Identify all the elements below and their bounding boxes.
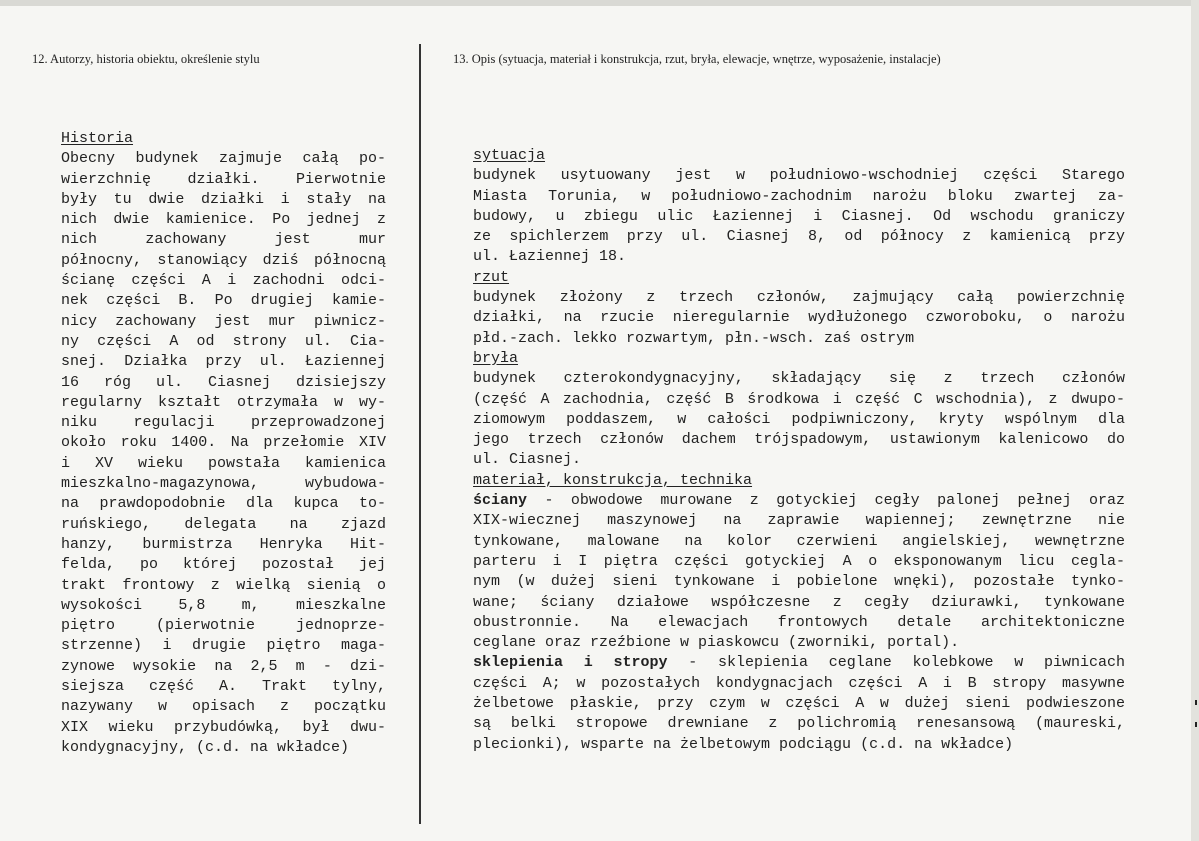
- sytuacja-line: budowy, u zbiegu ulic Łaziennej i Ciasnej. Od wschodu graniczy: [473, 207, 1125, 225]
- bryla-line: jego trzech członów dachem trójspadowym, ustawionym kalenicowo do: [473, 431, 1125, 449]
- column-divider: [419, 44, 421, 824]
- historia-line: regularny kształt otrzymała w wy-: [61, 393, 386, 411]
- bryla-line: ul. Ciasnej.: [473, 451, 582, 469]
- historia-line: ścianę części A i zachodni odci-: [61, 272, 386, 290]
- rzut-line: działki, na rzucie nieregularnie wydłużonego czworoboku, o narożu: [473, 309, 1125, 327]
- historia-line: trakt frontowy z wielką sienią o: [61, 576, 386, 594]
- opis-section: [473, 146, 1125, 755]
- historia-line: nich zachowany jest mur: [61, 231, 386, 249]
- historia-line: nek części B. Po drugiej kamie-: [61, 292, 386, 310]
- rzut-title: rzut: [473, 268, 510, 286]
- sciany-first-text: - obwodowe murowane z gotyckiej cegły palonej pełnej oraz: [527, 492, 1125, 510]
- historia-line: na prawdopodobnie dla kupca to-: [61, 495, 386, 513]
- sklepienia-line: żelbetowe płaskie, przy czym w części A w dużej sieni podwieszone: [473, 695, 1125, 713]
- sciany-first-line: [473, 491, 1125, 511]
- sciany-line: nym (w dużej sieni tynkowane i pobielone wnęki), pozostałe tynko-: [473, 573, 1125, 591]
- bryla-line: ziomowym poddaszem, w całości podpiwniczony, kryty wspólnym dla: [473, 410, 1125, 428]
- sciany-line: ceglane oraz rzeźbione w piaskowcu (zworniki, portal).: [473, 634, 960, 652]
- scan-speck: [1195, 700, 1197, 705]
- sciany-line: obustronnie. Na elewacjach frontowych detale architektoniczne: [473, 613, 1125, 631]
- material-title: materiał, konstrukcja, technika: [473, 471, 753, 489]
- historia-line: ruńskiego, delegata na zjazd: [61, 515, 386, 533]
- historia-line: wysokości 5,8 m, mieszkalne: [61, 596, 386, 614]
- sciany-line: XIX-wiecznej maszynowej na zaprawie wapiennej; zewnętrzne nie: [473, 512, 1125, 530]
- sytuacja-line: ze spichlerzem przy ul. Ciasnej 8, od północy z kamienicą przy: [473, 228, 1125, 246]
- historia-line: Obecny budynek zajmuje całą po-: [61, 150, 386, 168]
- historia-line: około roku 1400. Na przełomie XIV: [61, 434, 386, 452]
- historia-line: były tu dwie działki i stały na: [61, 190, 386, 208]
- sklepienia-line: części A; w pozostałych kondygnacjach części A i B stropy masywne: [473, 674, 1125, 692]
- historia-line: XIX wieku przybudówką, był dwu-: [61, 718, 386, 736]
- historia-line: północny, stanowiący dziś północną: [61, 251, 386, 269]
- sklepienia-label: sklepienia i stropy: [473, 654, 668, 672]
- sciany-line: parteru i I piętra części gotyckiej A o eksponowanym licu cegla-: [473, 552, 1125, 570]
- historia-line: hanzy, burmistrza Henryka Hit-: [61, 535, 386, 553]
- bryla-line: budynek czterokondygnacyjny, składający się z trzech członów: [473, 370, 1125, 388]
- rzut-line: płd.-zach. lekko rozwartym, płn.-wsch. zaś ostrym: [473, 329, 915, 347]
- left-column-header: 12. Autorzy, historia obiektu, określenie stylu: [32, 52, 260, 66]
- historia-line: wierzchnię działki. Pierwotnie: [61, 170, 386, 188]
- historia-section: [61, 129, 386, 758]
- bryla-title: bryła: [473, 349, 519, 367]
- historia-line: nazywany w opisach z początku: [61, 698, 386, 716]
- sciany-line: tynkowane, malowane na kolor czerwieni angielskiej, wewnętrzne: [473, 532, 1125, 550]
- scan-speck: [1195, 722, 1197, 727]
- historia-line: i XV wieku powstała kamienica: [61, 454, 386, 472]
- scan-edge-top: [0, 0, 1199, 6]
- historia-line: felda, po której pozostał jej: [61, 556, 386, 574]
- sytuacja-line: budynek usytuowany jest w południowo-wschodniej części Starego: [473, 167, 1125, 185]
- bryla-line: (część A zachodnia, część B środkowa i część C wschodnia), z dwupo-: [473, 390, 1125, 408]
- historia-line: strzenne) i drugie piętro maga-: [61, 637, 386, 655]
- historia-line: nich dwie kamienice. Po jednej z: [61, 211, 386, 229]
- right-column-header: 13. Opis (sytuacja, materiał i konstrukcja, rzut, bryła, elewacje, wnętrze, wyposażenie, instalacje): [453, 52, 941, 66]
- sklepienia-first-line: [473, 653, 1125, 673]
- historia-line: mieszkalno-magazynowa, wybudowa-: [61, 475, 386, 493]
- sytuacja-line: ul. Łaziennej 18.: [473, 248, 627, 266]
- rzut-line: budynek złożony z trzech członów, zajmujący całą powierzchnię: [473, 289, 1125, 307]
- sciany-line: wane; ściany działowe współczesne z cegły dziurawki, tynkowane: [473, 593, 1125, 611]
- historia-line: siejsza część A. Trakt tylny,: [61, 678, 386, 696]
- historia-line: snej. Działka przy ul. Łaziennej: [61, 353, 386, 371]
- historia-line: zynowe wysokie na 2,5 m - dzi-: [61, 657, 386, 675]
- historia-line: 16 róg ul. Ciasnej dzisiejszy: [61, 373, 386, 391]
- sytuacja-line: Miasta Torunia, w południowo-zachodnim narożu bloku zwartej za-: [473, 187, 1125, 205]
- historia-line: kondygnacyjny, (c.d. na wkładce): [61, 738, 350, 756]
- historia-line: niku regulacji przeprowadzonej: [61, 414, 386, 432]
- scan-marks: [1193, 700, 1197, 740]
- sklepienia-line: plecionki), wsparte na żelbetowym podciągu (c.d. na wkładce): [473, 735, 1014, 753]
- historia-line: nicy zachowany jest mur piwnicz-: [61, 312, 386, 330]
- sklepienia-first-text: - sklepienia ceglane kolebkowe w piwnicach: [667, 654, 1125, 672]
- sciany-label: ściany: [473, 492, 528, 510]
- historia-title: Historia: [61, 130, 134, 147]
- historia-line: ny części A od strony ul. Cia-: [61, 332, 386, 350]
- sklepienia-line: są belki stropowe drewniane z polichromią renesansową (maureski,: [473, 715, 1125, 733]
- historia-line: piętro (pierwotnie jednoprze-: [61, 617, 386, 635]
- sytuacja-title: sytuacja: [473, 147, 546, 164]
